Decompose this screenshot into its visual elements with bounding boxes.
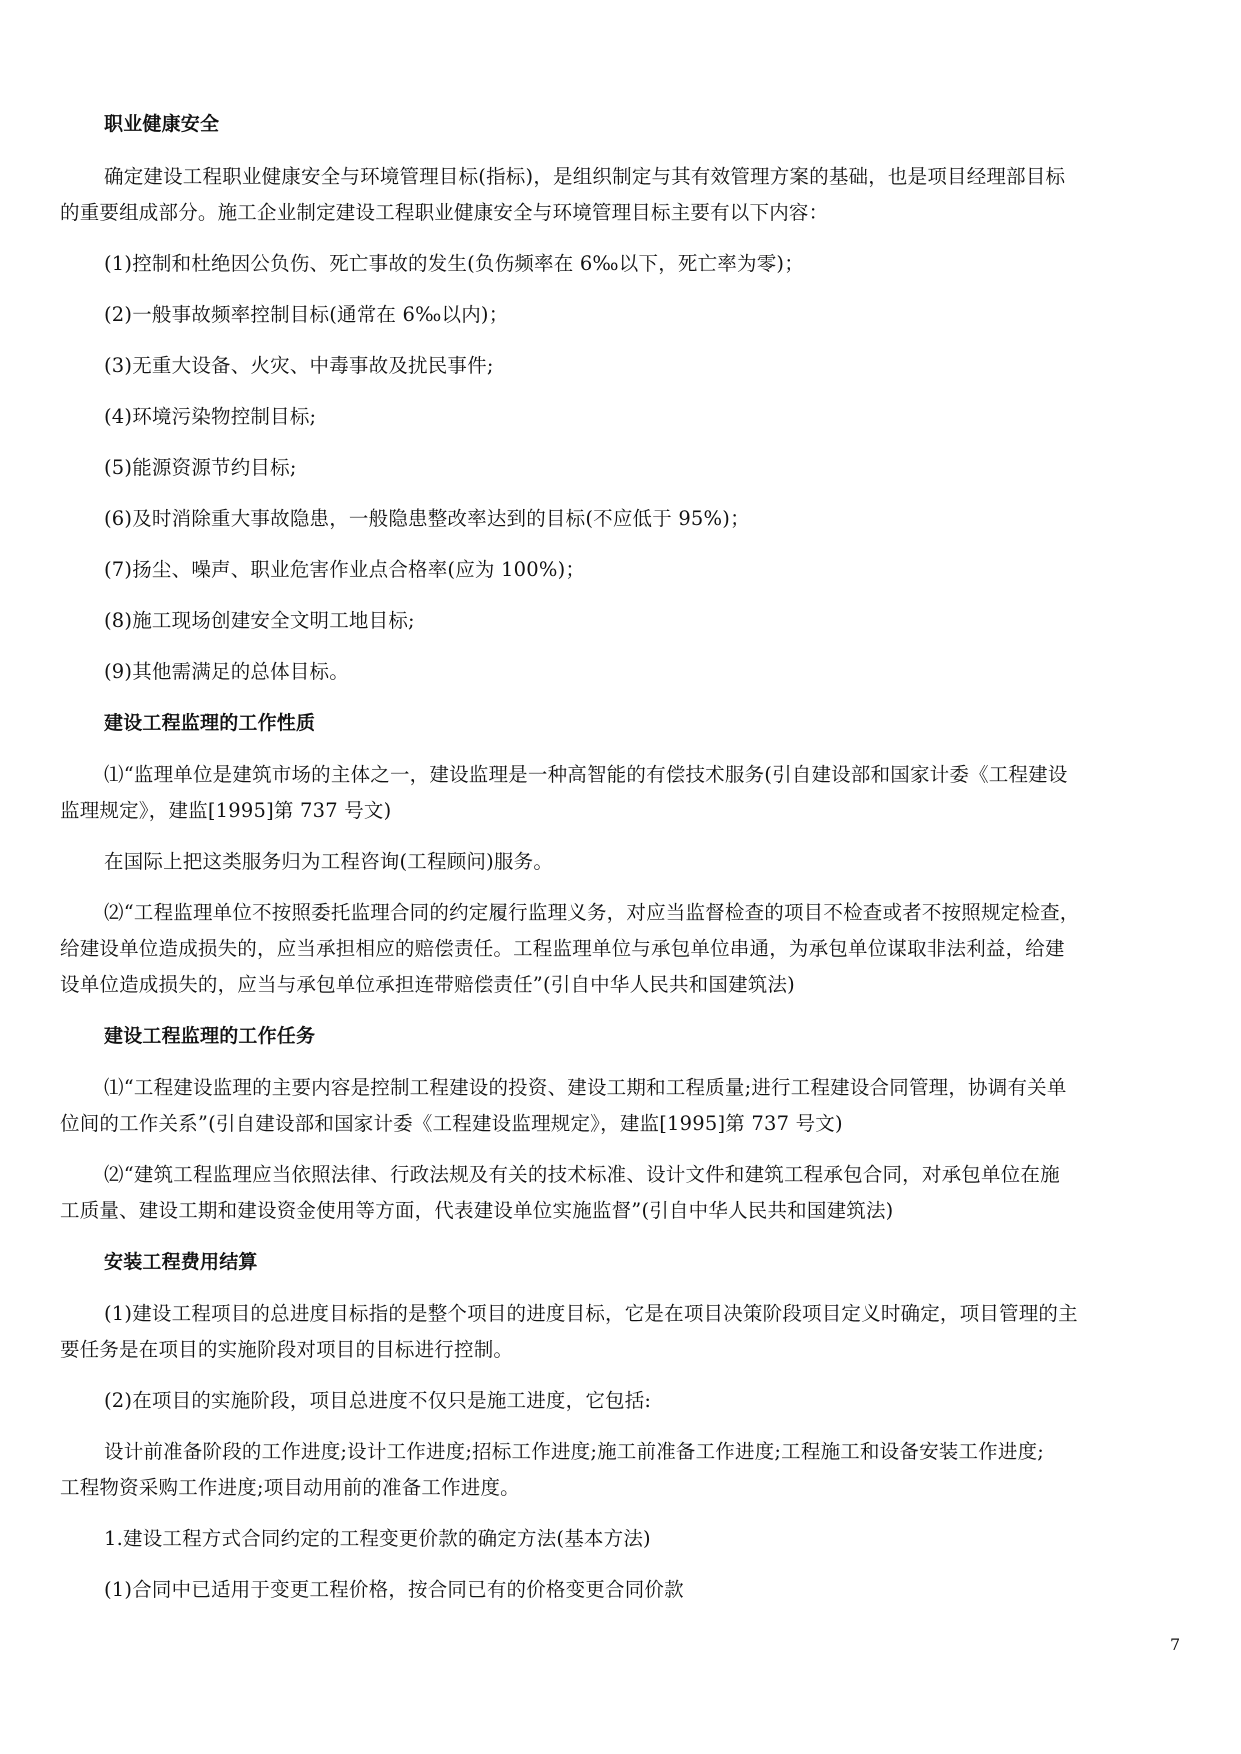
paragraph-line: 工程物资采购工作进度;项目动用前的准备工作进度。 [60,1476,520,1499]
list-item: (5)能源资源节约目标; [104,456,297,479]
list-item: (7)扬尘、噪声、职业危害作业点合格率(应为 100%)； [104,558,586,581]
paragraph-line: 的重要组成部分。施工企业制定建设工程职业健康安全与环境管理目标主要有以下内容： [60,201,829,224]
section-heading: 建设工程监理的工作任务 [104,1025,316,1047]
paragraph-line: ⑴“监理单位是建筑市场的主体之一，建设监理是一种高智能的有偿技术服务(引自建设部和国家计委《工程建设 [104,763,1068,786]
section-heading: 安装工程费用结算 [104,1251,258,1273]
list-item: (8)施工现场创建安全文明工地目标; [104,609,415,632]
page-number: 7 [1170,1635,1181,1654]
list-item: (6)及时消除重大事故隐患，一般隐患整改率达到的目标(不应低于 95%)； [104,507,750,530]
paragraph-line: 确定建设工程职业健康安全与环境管理目标(指标)，是组织制定与其有效管理方案的基础，也是项目经理部目标 [104,165,1066,188]
paragraph-line: ⑴“工程建设监理的主要内容是控制工程建设的投资、建设工期和工程质量;进行工程建设合同管理，协调有关单 [104,1076,1067,1099]
section-heading: 建设工程监理的工作性质 [104,712,316,734]
paragraph-line: 设单位造成损失的，应当与承包单位承担连带赔偿责任”(引自中华人民共和国建筑法) [60,973,795,996]
paragraph-line: 监理规定》，建监[1995]第 737 号文) [60,799,392,822]
paragraph-line: ⑵“工程监理单位不按照委托监理合同的约定履行监理义务，对应当监督检查的项目不检查或者不按照规定检查， [104,901,1080,924]
paragraph-line: 工质量、建设工期和建设资金使用等方面，代表建设单位实施监督”(引自中华人民共和国建筑法) [60,1199,894,1222]
paragraph-line: (1)合同中已适用于变更工程价格，按合同已有的价格变更合同价款 [104,1578,684,1601]
paragraph-line: 给建设单位造成损失的，应当承担相应的赔偿责任。工程监理单位与承包单位串通，为承包单位谋取非法利益，给建 [60,937,1065,960]
section-heading: 职业健康安全 [104,113,220,135]
paragraph-line: (1)建设工程项目的总进度目标指的是整个项目的进度目标，它是在项目决策阶段项目定义时确定，项目管理的主 [104,1302,1078,1325]
list-item: (1)控制和杜绝因公负伤、死亡事故的发生(负伤频率在 6‰以下，死亡率为零)； [104,252,804,275]
paragraph-line: 要任务是在项目的实施阶段对项目的目标进行控制。 [60,1338,514,1361]
list-item: (9)其他需满足的总体目标。 [104,660,349,683]
list-item: (4)环境污染物控制目标; [104,405,317,428]
list-item: (3)无重大设备、火灾、中毒事故及扰民事件; [104,354,494,377]
paragraph-line: 设计前准备阶段的工作进度;设计工作进度;招标工作进度;施工前准备工作进度;工程施工和设备安装工作进度; [104,1440,1045,1463]
list-item: (2)一般事故频率控制目标(通常在 6‰以内)； [104,303,509,326]
paragraph-line: (2)在项目的实施阶段，项目总进度不仅只是施工进度，它包括: [104,1389,652,1412]
paragraph-line: 在国际上把这类服务归为工程咨询(工程顾问)服务。 [104,850,554,873]
paragraph-line: 1.建设工程方式合同约定的工程变更价款的确定方法(基本方法) [104,1527,651,1550]
paragraph-line: ⑵“建筑工程监理应当依照法律、行政法规及有关的技术标准、设计文件和建筑工程承包合同，对承包单位在施 [104,1163,1060,1186]
paragraph-line: 位间的工作关系”(引自建设部和国家计委《工程建设监理规定》，建监[1995]第 737 号文) [60,1112,843,1135]
